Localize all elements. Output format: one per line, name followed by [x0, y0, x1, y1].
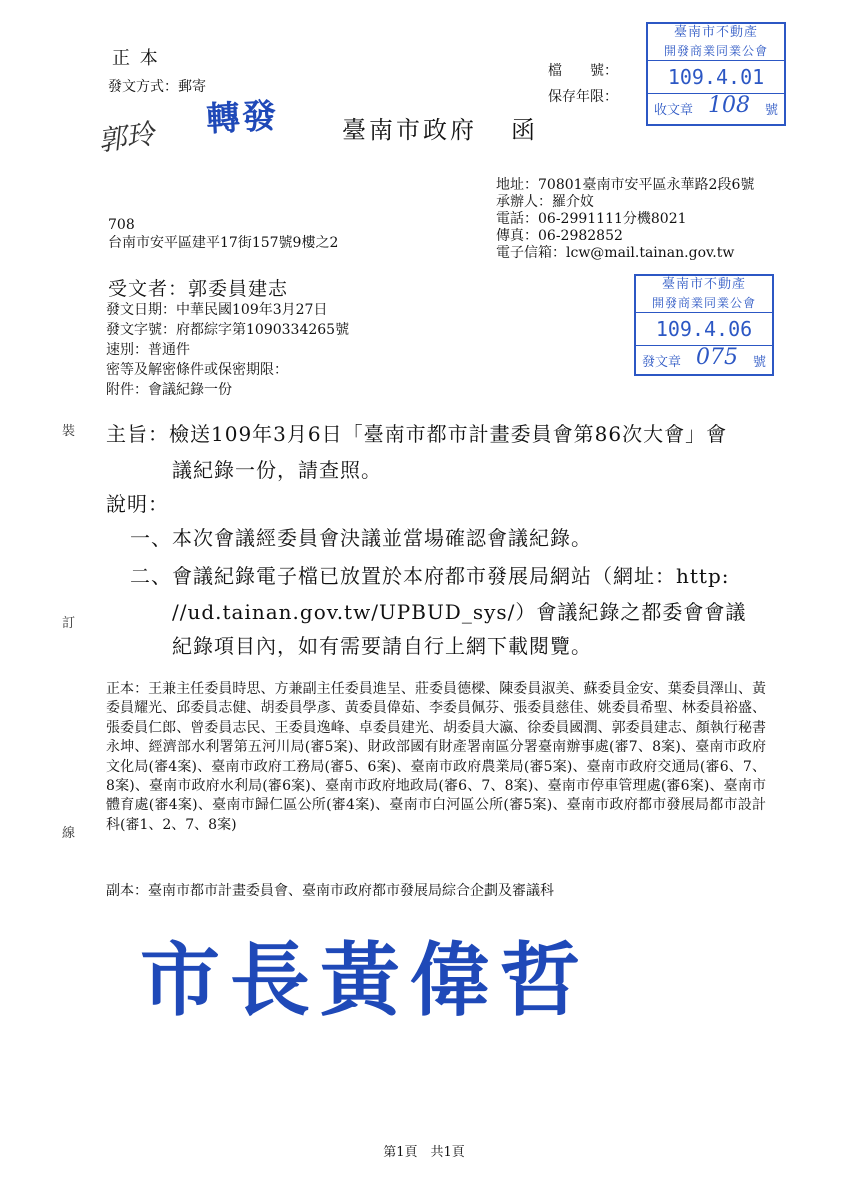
doc-number: 發文字號：府都綜字第1090334265號 [106, 322, 350, 338]
original-list: 王兼主任委員時思、方兼副主任委員進呈、莊委員德樑、陳委員淑美、蘇委員金安、葉委員澤山、黃委員耀光、邱委員志健、胡委員學彥、黃委員偉茹、李委員佩芬、張委員慈佳、姚委員希聖、林委員裕盛、張委員仁郎、曾委員志民、王委員逸峰、卓委員建光、胡委員大瀛、徐委員國潤、郭委員建志、顏執行秘書永坤、經濟部水利署第五河川局(審5案)、財政部國有財產署南區分署臺南辦事處(審7、8案)、臺南市政府文化局(審4案)、臺南市政府工務局(審5、6案)、臺南市政府農業局(審5案)、臺南市政府交通局(審6、7、8案)、臺南市政府水利局(審6案)、臺南市政府地政局(審6、7、8案)、臺南市停車管理處(審6案)、臺南市體育處(審4案)、臺南市歸仁區公所(審4案)、臺南市白河區公所(審5案)、臺南市政府都市發展局都市設計科(審1、2、7、8案) [106, 681, 767, 833]
explain-item-2: 紀錄項目內，如有需要請自行上網下載閱覽。 [172, 634, 592, 658]
sender-phone: 電話：06-2991111分機8021 [496, 211, 687, 227]
mayor-signature: 市長黃偉哲 [140, 933, 590, 1027]
agency-name: 臺南市政府 [342, 116, 477, 144]
stamp-org-line2: 開發商業同業公會 [651, 296, 756, 310]
doc-type: 函 [511, 116, 538, 144]
distribution-original [106, 680, 766, 835]
stamp-date: 109.4.01 [648, 60, 784, 94]
stamp-recv-label: 收文章 [654, 103, 694, 118]
copy-list: 臺南市都市計畫委員會、臺南市政府都市發展局綜合企劃及審議科 [148, 883, 554, 899]
stamp-recv-suffix: 號 [752, 355, 766, 370]
binding-mark: 線 [62, 826, 76, 841]
receipt-stamp-1 [646, 22, 786, 126]
stamp-recv-suffix: 號 [764, 103, 778, 118]
file-no-label: 檔 號： [548, 63, 618, 79]
attachment: 附件：會議紀錄一份 [106, 382, 232, 398]
stamp-recv-no: 108 [708, 93, 750, 118]
explain-item-2: //ud.tainan.gov.tw/UPBUD_sys/）會議紀錄之都委會會議 [172, 600, 747, 624]
sender-email: 電子信箱：lcw@mail.tainan.gov.tw [496, 245, 735, 261]
original-label: 正本： [106, 681, 149, 697]
recipient: 受文者：郭委員建志 [108, 278, 289, 300]
agency-title [342, 110, 538, 145]
receipt-stamp-2 [634, 274, 774, 376]
explain-label: 說明： [106, 492, 169, 516]
recipient-zip: 708 [108, 217, 135, 233]
stamp-org-line1: 臺南市不動產 [661, 277, 746, 292]
issue-date: 發文日期：中華民國109年3月27日 [106, 302, 328, 318]
page-number: 第1頁 共1頁 [383, 1145, 465, 1160]
copy-type: 正 本 [112, 48, 160, 69]
handwritten-note: 郭玲 [96, 117, 157, 158]
forward-stamp: 轉發 [205, 96, 280, 140]
subject-line: 議紀錄一份，請查照。 [172, 458, 382, 482]
stamp-date: 109.4.06 [636, 312, 772, 346]
recipient-address: 台南市安平區建平17街157號9樓之2 [108, 235, 339, 251]
send-method: 發文方式：郵寄 [108, 79, 206, 95]
sender-contact: 承辦人：羅介妏 [496, 194, 594, 210]
sender-address: 地址：70801臺南市安平區永華路2段6號 [496, 177, 755, 193]
subject-line: 主旨：檢送109年3月6日「臺南市都市計畫委員會第86次大會」會 [106, 422, 728, 446]
distribution-copy [106, 882, 766, 901]
explain-item-2: 二、會議紀錄電子檔已放置於本府都市發展局網站（網址：http: [130, 564, 730, 588]
secrecy: 密等及解密條件或保密期限： [106, 362, 288, 378]
stamp-recv-no: 075 [696, 345, 738, 370]
stamp-org-line1: 臺南市不動產 [673, 25, 758, 40]
binding-mark: 裝 [62, 424, 76, 439]
speed: 速別：普通件 [106, 342, 190, 358]
explain-item-1: 一、本次會議經委員會決議並當場確認會議紀錄。 [130, 526, 592, 550]
binding-mark: 訂 [62, 616, 76, 631]
copy-label: 副本： [106, 883, 148, 899]
sender-fax: 傳真：06-2982852 [496, 228, 623, 244]
stamp-send [636, 346, 772, 370]
stamp-org-line2: 開發商業同業公會 [663, 44, 768, 58]
stamp-receive [648, 94, 784, 118]
stamp-recv-label: 發文章 [642, 355, 682, 370]
retention-label: 保存年限： [548, 89, 618, 105]
